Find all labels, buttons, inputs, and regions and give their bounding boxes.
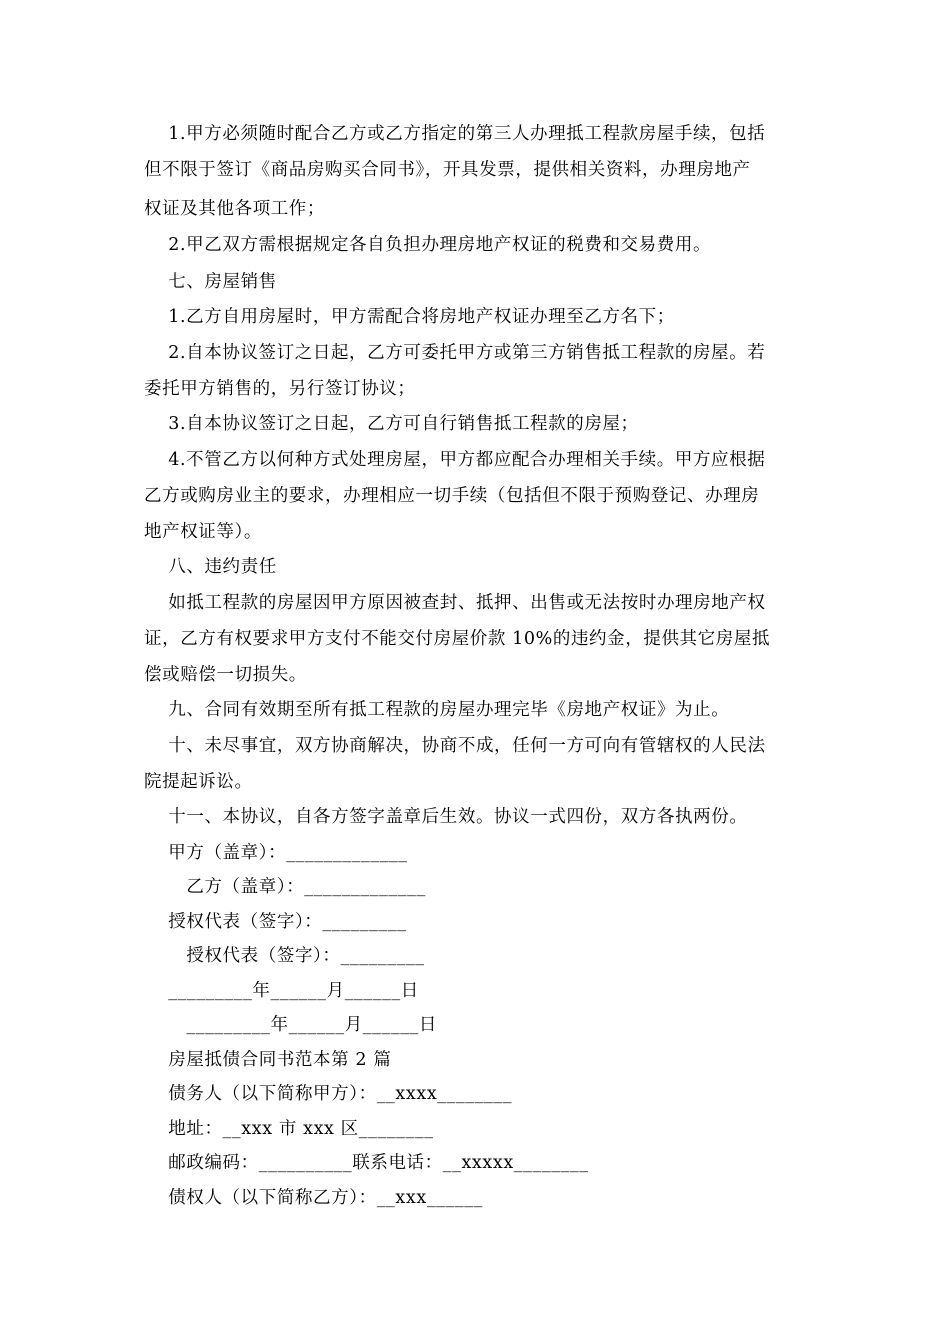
- date-line: _________年______月______日: [144, 1015, 438, 1035]
- form-line: 邮政编码：__________联系电话：__xxxxx________: [144, 1153, 589, 1173]
- text-line: 委托甲方销售的，另行签订协议；: [144, 379, 416, 399]
- date-line: _________年______月______日: [144, 981, 419, 1001]
- signature-line: 甲方（盖章）：_____________: [144, 843, 408, 863]
- form-line: 债务人（以下简称甲方）：__xxxx________: [144, 1084, 513, 1104]
- signature-line: 授权代表（签字）：_________: [144, 946, 425, 966]
- text-line: 偿或赔偿一切损失。: [144, 665, 307, 685]
- text-line: 乙方或购房业主的要求，办理相应一切手续（包括但不限于预购登记、办理房: [144, 486, 760, 506]
- form-line: 地址：__xxx 市 xxx 区________: [144, 1119, 434, 1139]
- signature-line: 授权代表（签字）：_________: [144, 912, 407, 932]
- text-line: 2.甲乙双方需根据规定各自负担办理房地产权证的税费和交易费用。: [144, 235, 712, 255]
- text-line: 如抵工程款的房屋因甲方原因被查封、抵押、出售或无法按时办理房地产权: [144, 593, 766, 613]
- text-line: 3.自本协议签订之日起，乙方可自行销售抵工程款的房屋；: [144, 414, 639, 434]
- text-line: 2.自本协议签订之日起，乙方可委托甲方或第三方销售抵工程款的房屋。若: [144, 343, 766, 363]
- text-line: 地产权证等）。: [144, 522, 262, 542]
- section-heading: 八、违约责任: [144, 557, 277, 577]
- text-line: 4.不管乙方以何种方式处理房屋，甲方都应配合办理相关手续。甲方应根据: [144, 450, 766, 470]
- form-line: 债权人（以下简称乙方）：__xxx______: [144, 1188, 483, 1208]
- text-line: 院提起诉讼。: [144, 772, 253, 792]
- text-line: 十一、本协议，自各方签字盖章后生效。协议一式四份，双方各执两份。: [144, 807, 748, 827]
- section-heading: 七、房屋销售: [144, 272, 277, 292]
- text-line: 证，乙方有权要求甲方支付不能交付房屋价款 10%的违约金，提供其它房屋抵: [144, 629, 771, 649]
- text-line: 十、未尽事宜，双方协商解决，协商不成，任何一方可向有管辖权的人民法: [144, 736, 766, 756]
- document-subtitle: 房屋抵债合同书范本第 2 篇: [144, 1050, 392, 1070]
- signature-line: 乙方（盖章）：_____________: [144, 877, 426, 897]
- text-line: 1.甲方必须随时配合乙方或乙方指定的第三人办理抵工程款房屋手续，包括: [144, 124, 766, 144]
- text-line: 1.乙方自用房屋时，甲方需配合将房地产权证办理至乙方名下；: [144, 307, 675, 327]
- text-line: 权证及其他各项工作；: [144, 199, 325, 219]
- text-line: 但不限于签订《商品房购买合同书》，开具发票，提供相关资料，办理房地产: [144, 160, 751, 180]
- text-line: 九、合同有效期至所有抵工程款的房屋办理完毕《房地产权证》为止。: [144, 700, 730, 720]
